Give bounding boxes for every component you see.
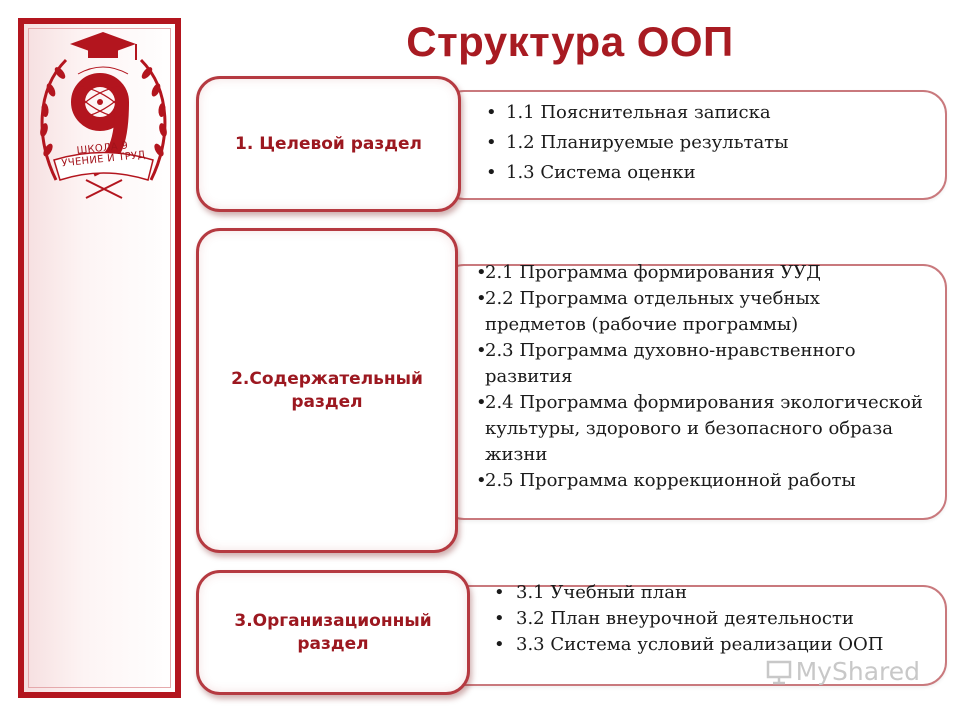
list-item: • 3.3 Система условий реализации ООП <box>490 632 910 658</box>
school-emblem-icon <box>36 30 171 200</box>
list-item: • 3.1 Учебный план <box>490 580 910 606</box>
list-item: • 2.5 Программа коррекционной работы <box>476 468 926 494</box>
section-3-list <box>490 580 910 658</box>
emblem-motto: ШКОЛА 9 УЧЕНИЕ И ТРУД <box>61 140 147 170</box>
watermark <box>766 657 920 686</box>
list-item: • 2.3 Программа духовно-нравственного развития <box>476 338 926 390</box>
page-title: Структура ООП <box>406 18 734 65</box>
list-item: • 2.1 Программа формирования УУД <box>476 260 926 286</box>
section-1-label: 1. Целевой раздел <box>196 76 461 212</box>
section-2-list <box>476 260 926 494</box>
list-item: • 1.1 Пояснительная записка <box>480 98 930 128</box>
list-item: • 1.3 Система оценки <box>480 158 930 188</box>
list-item: • 3.2 План внеурочной деятельности <box>490 606 910 632</box>
watermark-text: MyShared <box>795 657 920 686</box>
section-1-list <box>480 98 930 188</box>
section-3-label: 3.Организационный раздел <box>196 570 470 695</box>
presentation-icon <box>766 659 792 685</box>
section-2-label: 2.Содержательный раздел <box>196 228 458 553</box>
list-item: • 2.4 Программа формирования экологической культуры, здорового и безопасного образа жизни <box>476 390 926 468</box>
list-item: • 1.2 Планируемые результаты <box>480 128 930 158</box>
list-item: • 2.2 Программа отдельных учебных предметов (рабочие программы) <box>476 286 926 338</box>
